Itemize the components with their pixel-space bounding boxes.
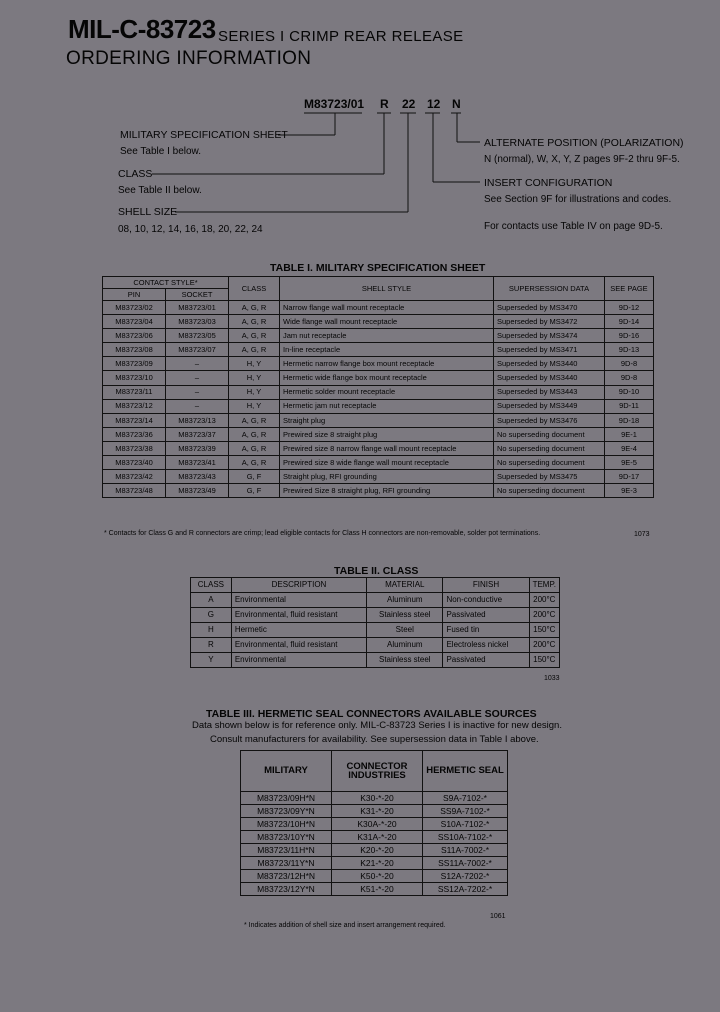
see-page-cell: 9D-13: [605, 343, 654, 357]
military-cell: M83723/12H*N: [241, 870, 332, 883]
table-row: [103, 301, 654, 315]
table-row: [241, 792, 508, 805]
see-page-cell: 9D-10: [605, 385, 654, 399]
class-cell: A, G, R: [229, 456, 280, 470]
class-heading: CLASS: [118, 168, 153, 180]
shell-style-cell: Prewired size 8 wide flange wall mount receptacle: [280, 456, 494, 470]
table1-footnote: * Contacts for Class G and R connectors are crimp; lead eligible contacts for Class H connectors are non-removable, solder pot terminations.: [104, 530, 541, 537]
table-row: [241, 883, 508, 896]
class-cell: A, G, R: [229, 315, 280, 329]
material-cell: Stainless steel: [367, 653, 443, 668]
pin-cell: M83723/12: [103, 399, 166, 413]
supersession-cell: Superseded by MS3443: [494, 385, 605, 399]
shell-style-cell: Prewired size 8 straight plug: [280, 427, 494, 441]
table-row: [103, 329, 654, 343]
class-cell: G, F: [229, 484, 280, 498]
supersession-cell: No superseding document: [494, 484, 605, 498]
shell-style-cell: Jam nut receptacle: [280, 329, 494, 343]
class-cell: A, G, R: [229, 343, 280, 357]
class-cell: R: [191, 638, 232, 653]
t2-finish-header: FINISH: [443, 578, 529, 593]
part-number-insert: 12: [427, 97, 441, 111]
description-cell: Environmental, fluid resistant: [231, 608, 366, 623]
spec-sheet-text: See Table I below.: [120, 146, 201, 157]
socket-cell: M83723/49: [166, 484, 229, 498]
connector-industries-cell: K30A-*-20: [332, 818, 423, 831]
pin-cell: M83723/02: [103, 301, 166, 315]
class-cell: H, Y: [229, 399, 280, 413]
class-cell: H, Y: [229, 357, 280, 371]
see-page-cell: 9E-1: [605, 427, 654, 441]
socket-cell: –: [166, 385, 229, 399]
table-row: [191, 653, 560, 668]
table3-intro-1: Data shown below is for reference only. MIL-C-83723 Series I is inactive for new design.: [192, 720, 562, 731]
military-cell: M83723/09H*N: [241, 792, 332, 805]
supersession-cell: Superseded by MS3470: [494, 301, 605, 315]
socket-column-header: SOCKET: [166, 289, 229, 301]
table-row: [103, 315, 654, 329]
shell-style-cell: Hermetic wide flange box mount receptacle: [280, 371, 494, 385]
document-series: SERIES I CRIMP REAR RELEASE: [218, 28, 464, 45]
socket-cell: M83723/39: [166, 441, 229, 455]
supersession-cell: No superseding document: [494, 427, 605, 441]
insert-configuration-heading: INSERT CONFIGURATION: [484, 177, 613, 189]
see-page-cell: 9D-8: [605, 357, 654, 371]
socket-cell: M83723/37: [166, 427, 229, 441]
shell-style-cell: Hermetic solder mount receptacle: [280, 385, 494, 399]
table-row: [241, 818, 508, 831]
military-cell: M83723/09Y*N: [241, 805, 332, 818]
part-number-class: R: [380, 97, 389, 111]
callout-lines: [0, 0, 720, 250]
military-cell: M83723/11Y*N: [241, 857, 332, 870]
table1-caption: TABLE I. MILITARY SPECIFICATION SHEET: [270, 262, 486, 274]
class-cell: G: [191, 608, 232, 623]
pin-cell: M83723/42: [103, 470, 166, 484]
hermetic-seal-cell: SS10A-7102-*: [423, 831, 508, 844]
class-cell: H: [191, 623, 232, 638]
table-row: [103, 456, 654, 470]
military-cell: M83723/10H*N: [241, 818, 332, 831]
table-row: [241, 844, 508, 857]
table1-body: [103, 301, 654, 498]
hermetic-seal-cell: SS12A-7202-*: [423, 883, 508, 896]
table-row: [103, 484, 654, 498]
class-cell: H, Y: [229, 371, 280, 385]
connector-industries-cell: K50-*-20: [332, 870, 423, 883]
pin-cell: M83723/10: [103, 371, 166, 385]
pin-column-header: PIN: [103, 289, 166, 301]
class-cell: A, G, R: [229, 301, 280, 315]
socket-cell: M83723/03: [166, 315, 229, 329]
supersession-cell: No superseding document: [494, 456, 605, 470]
material-cell: Aluminum: [367, 638, 443, 653]
table2-caption: TABLE II. CLASS: [334, 565, 419, 577]
see-page-cell: 9E-5: [605, 456, 654, 470]
insert-configuration-text: See Section 9F for illustrations and codes.: [484, 194, 672, 205]
table-row: [103, 441, 654, 455]
table3-body: [241, 792, 508, 896]
shell-style-cell: Hermetic jam nut receptacle: [280, 399, 494, 413]
supersession-cell: No superseding document: [494, 441, 605, 455]
document-title: MIL-C-83723: [68, 14, 216, 44]
supersession-cell: Superseded by MS3475: [494, 470, 605, 484]
table3-caption: TABLE III. HERMETIC SEAL CONNECTORS AVAILABLE SOURCES: [206, 708, 537, 720]
socket-cell: M83723/05: [166, 329, 229, 343]
t3-military-header: MILITARY: [241, 751, 332, 792]
part-number-position: N: [452, 97, 461, 111]
finish-cell: Fused tin: [443, 623, 529, 638]
finish-cell: Electroless nickel: [443, 638, 529, 653]
t3-hermetic-seal-header: HERMETIC SEAL: [423, 751, 508, 792]
temp-cell: 200°C: [529, 608, 559, 623]
shell-style-cell: Wide flange wall mount receptacle: [280, 315, 494, 329]
part-number-base: M83723/01: [304, 97, 365, 111]
description-cell: Environmental: [231, 593, 366, 608]
class-column-header: CLASS: [229, 277, 280, 301]
socket-cell: M83723/07: [166, 343, 229, 357]
shell-style-cell: Straight plug, RFI grounding: [280, 470, 494, 484]
supersession-cell: Superseded by MS3449: [494, 399, 605, 413]
see-page-cell: 9D-17: [605, 470, 654, 484]
class-cell: Y: [191, 653, 232, 668]
table-row: [241, 857, 508, 870]
spec-sheet-heading: MILITARY SPECIFICATION SHEET: [120, 129, 288, 141]
hermetic-seal-cell: S11A-7002-*: [423, 844, 508, 857]
material-cell: Stainless steel: [367, 608, 443, 623]
alternate-position-heading: ALTERNATE POSITION (POLARIZATION): [484, 137, 684, 149]
hermetic-seal-cell: SS11A-7002-*: [423, 857, 508, 870]
hermetic-seal-cell: S9A-7102-*: [423, 792, 508, 805]
pin-cell: M83723/48: [103, 484, 166, 498]
shell-style-cell: Hermetic narrow flange box mount receptacle: [280, 357, 494, 371]
t2-class-header: CLASS: [191, 578, 232, 593]
supersession-column-header: SUPERSESSION DATA: [494, 277, 605, 301]
see-page-cell: 9D-16: [605, 329, 654, 343]
pin-cell: M83723/09: [103, 357, 166, 371]
t2-description-header: DESCRIPTION: [231, 578, 366, 593]
connector-industries-cell: K31A-*-20: [332, 831, 423, 844]
table2-body: [191, 593, 560, 668]
shell-style-cell: Prewired Size 8 straight plug, RFI grounding: [280, 484, 494, 498]
table3-intro-2: Consult manufacturers for availability. See supersession data in Table I above.: [210, 734, 539, 745]
shell-size-text: 08, 10, 12, 14, 16, 18, 20, 22, 24: [118, 224, 263, 235]
table-row: [103, 343, 654, 357]
table-row: [103, 385, 654, 399]
shell-style-column-header: SHELL STYLE: [280, 277, 494, 301]
table-row: [191, 608, 560, 623]
temp-cell: 200°C: [529, 593, 559, 608]
hermetic-seal-cell: S12A-7202-*: [423, 870, 508, 883]
table-row: [103, 413, 654, 427]
shell-style-cell: Narrow flange wall mount receptacle: [280, 301, 494, 315]
material-cell: Steel: [367, 623, 443, 638]
socket-cell: M83723/43: [166, 470, 229, 484]
class-text: See Table II below.: [118, 185, 202, 196]
shell-size-heading: SHELL SIZE: [118, 206, 178, 218]
supersession-cell: Superseded by MS3472: [494, 315, 605, 329]
temp-cell: 150°C: [529, 653, 559, 668]
table-row: [191, 593, 560, 608]
connector-industries-cell: K21-*-20: [332, 857, 423, 870]
socket-cell: –: [166, 371, 229, 385]
socket-cell: –: [166, 357, 229, 371]
description-cell: Environmental, fluid resistant: [231, 638, 366, 653]
table2-ref: 1033: [544, 675, 560, 682]
alternate-position-text: N (normal), W, X, Y, Z pages 9F-2 thru 9F-5.: [484, 154, 680, 165]
socket-cell: M83723/41: [166, 456, 229, 470]
table1-ref: 1073: [634, 531, 650, 538]
pin-cell: M83723/08: [103, 343, 166, 357]
section-title: ORDERING INFORMATION: [66, 48, 312, 69]
connector-industries-cell: K20-*-20: [332, 844, 423, 857]
finish-cell: Passivated: [443, 653, 529, 668]
description-cell: Hermetic: [231, 623, 366, 638]
shell-style-cell: Prewired size 8 narrow flange wall mount receptacle: [280, 441, 494, 455]
supersession-cell: Superseded by MS3476: [494, 413, 605, 427]
table-row: [103, 357, 654, 371]
pin-cell: M83723/06: [103, 329, 166, 343]
table3-footnote: * Indicates addition of shell size and insert arrangement required.: [244, 922, 446, 929]
class-cell: A, G, R: [229, 329, 280, 343]
supersession-cell: Superseded by MS3471: [494, 343, 605, 357]
hermetic-seal-cell: SS9A-7102-*: [423, 805, 508, 818]
shell-style-cell: Straight plug: [280, 413, 494, 427]
t2-material-header: MATERIAL: [367, 578, 443, 593]
part-number-shell: 22: [402, 97, 416, 111]
table-row: [103, 470, 654, 484]
class-cell: A, G, R: [229, 441, 280, 455]
material-cell: Aluminum: [367, 593, 443, 608]
table-row: [241, 805, 508, 818]
see-page-cell: 9D-14: [605, 315, 654, 329]
table-row: [191, 623, 560, 638]
temp-cell: 150°C: [529, 623, 559, 638]
military-cell: M83723/11H*N: [241, 844, 332, 857]
hermetic-sources-table: [240, 750, 508, 896]
shell-style-cell: In-line receptacle: [280, 343, 494, 357]
connector-industries-cell: K31-*-20: [332, 805, 423, 818]
class-cell: A, G, R: [229, 413, 280, 427]
class-cell: A: [191, 593, 232, 608]
class-table: [190, 577, 560, 668]
see-page-cell: 9D-18: [605, 413, 654, 427]
table-row: [103, 399, 654, 413]
pin-cell: M83723/04: [103, 315, 166, 329]
see-page-column-header: SEE PAGE: [605, 277, 654, 301]
military-specification-table: [102, 276, 654, 498]
table-row: [103, 371, 654, 385]
contact-style-header: CONTACT STYLE*: [103, 277, 229, 289]
socket-cell: –: [166, 399, 229, 413]
pin-cell: M83723/36: [103, 427, 166, 441]
class-cell: G, F: [229, 470, 280, 484]
supersession-cell: Superseded by MS3474: [494, 329, 605, 343]
connector-industries-cell: K30-*-20: [332, 792, 423, 805]
table-row: [191, 638, 560, 653]
table-row: [241, 831, 508, 844]
description-cell: Environmental: [231, 653, 366, 668]
temp-cell: 200°C: [529, 638, 559, 653]
connector-industries-cell: K51-*-20: [332, 883, 423, 896]
socket-cell: M83723/01: [166, 301, 229, 315]
supersession-cell: Superseded by MS3440: [494, 371, 605, 385]
table-row: [241, 870, 508, 883]
military-cell: M83723/10Y*N: [241, 831, 332, 844]
finish-cell: Passivated: [443, 608, 529, 623]
finish-cell: Non-conductive: [443, 593, 529, 608]
class-cell: H, Y: [229, 385, 280, 399]
pin-cell: M83723/11: [103, 385, 166, 399]
socket-cell: M83723/13: [166, 413, 229, 427]
class-cell: A, G, R: [229, 427, 280, 441]
t3-connector-industries-header: CONNECTOR INDUSTRIES: [332, 751, 423, 792]
see-page-cell: 9D-8: [605, 371, 654, 385]
table-row: [103, 427, 654, 441]
military-cell: M83723/12Y*N: [241, 883, 332, 896]
contacts-text: For contacts use Table IV on page 9D-5.: [484, 221, 663, 232]
pin-cell: M83723/14: [103, 413, 166, 427]
see-page-cell: 9D-12: [605, 301, 654, 315]
see-page-cell: 9D-11: [605, 399, 654, 413]
t2-temp-header: TEMP.: [529, 578, 559, 593]
pin-cell: M83723/40: [103, 456, 166, 470]
see-page-cell: 9E-4: [605, 441, 654, 455]
hermetic-seal-cell: S10A-7102-*: [423, 818, 508, 831]
pin-cell: M83723/38: [103, 441, 166, 455]
supersession-cell: Superseded by MS3440: [494, 357, 605, 371]
table3-ref: 1061: [490, 913, 506, 920]
see-page-cell: 9E-3: [605, 484, 654, 498]
